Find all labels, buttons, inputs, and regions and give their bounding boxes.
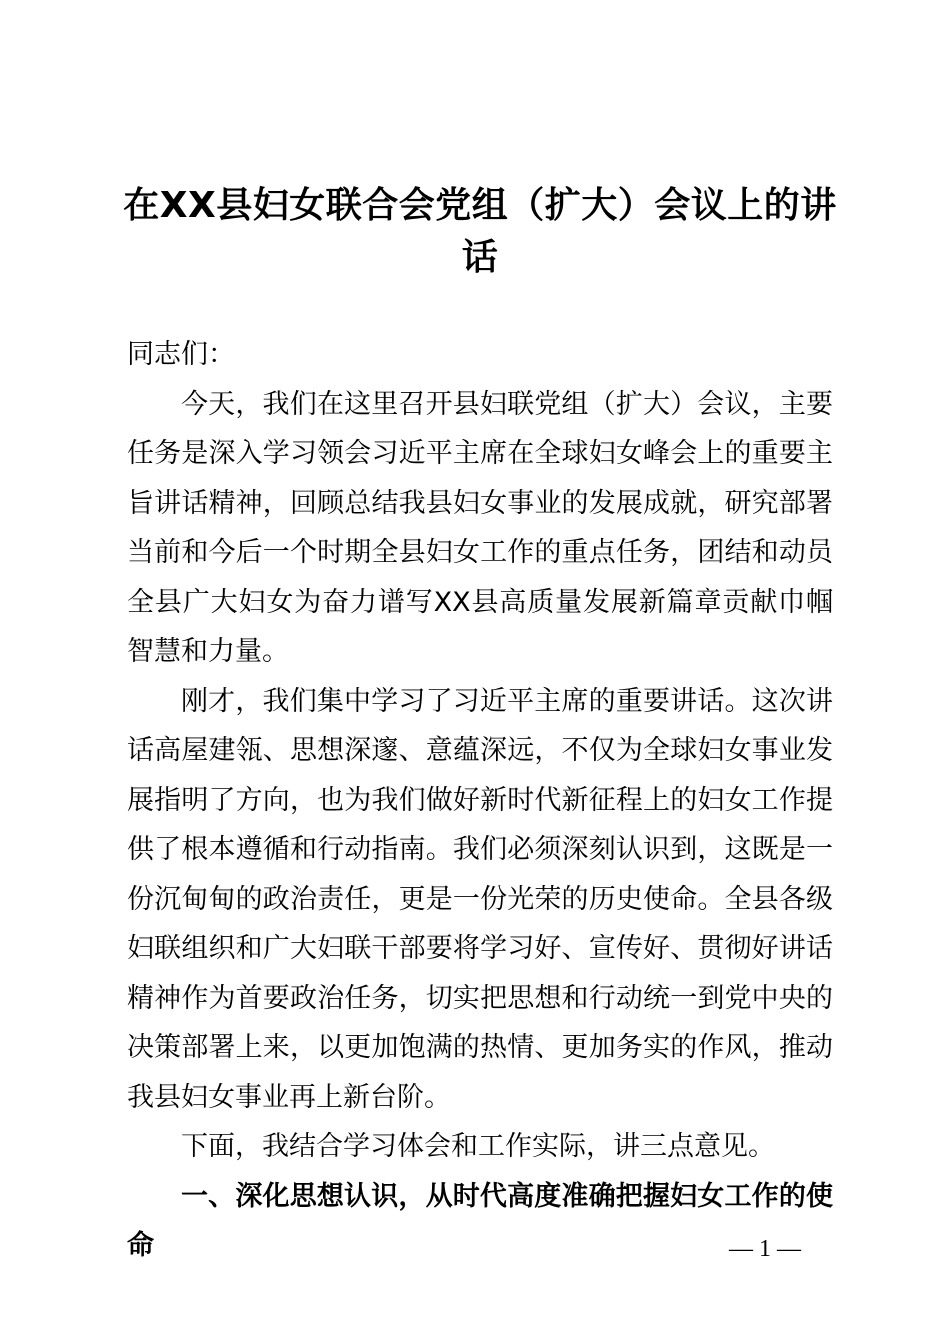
page-number: — 1 — [729, 1236, 801, 1262]
document-body [127, 330, 833, 1271]
paragraph-study: 刚才，我们集中学习了习近平主席的重要讲话。这次讲话高屋建瓴、思想深邃、意蕴深远，不仅为全球妇女事业发展指明了方向，也为我们做好新时代新征程上的妇女工作提供了根本遵循和行动指南。我们必须深刻认识到，这既是一份沉甸甸的政治责任，更是一份光荣的历史使命。全县各级妇联组织和广大妇联干部要将学习好、宣传好、贯彻好讲话精神作为首要政治任务，切实把思想和行动统一到党中央的决策部署上来，以更加饱满的热情、更加务实的作风，推动我县妇女事业再上新台阶。 [127, 685, 833, 1113]
salutation: 同志们： [127, 339, 235, 370]
document-title: 在XX县妇女联合会党组（扩大）会议上的讲话 [123, 185, 837, 278]
section-heading: 一、深化思想认识，从时代高度准确把握妇女工作的使命 [127, 1180, 833, 1261]
paragraph-intro: 今天，我们在这里召开县妇联党组（扩大）会议，主要任务是深入学习领会习近平主席在全球妇女峰会上的重要主旨讲话精神，回顾总结我县妇女事业的发展成就，研究部署当前和今后一个时期全县妇女工作的重点任务，团结和动员全县广大妇女为奋力谱写XX县高质量发展新篇章贡献巾帼智慧和力量。 [127, 388, 833, 667]
paragraph-transition: 下面，我结合学习体会和工作实际，讲三点意见。 [181, 1131, 775, 1162]
